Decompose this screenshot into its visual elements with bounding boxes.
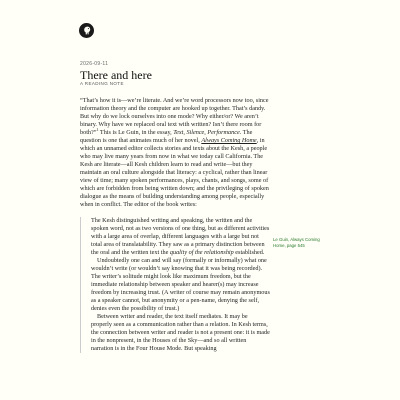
opening-quote: “That’s how it is—we’re literate. And we’re word processors now too, since information theory and the computer are hooked up together. That’s dandy. But why do we lock ourselves into one mode? Why either/or? We aren’t binary. Why have we replaced oral text with written? Isn’t there room for both?”	[80, 97, 269, 136]
quote-paragraph: Undoubtedly one can and will say (formally or informally) what one wouldn’t write (or wouldn’t say knowing that it was being recorded). The writer’s solitude might look like maximum freedom, but the immediate relationship between speaker and hearer(s) may increase freedom by increasing trust. (A writer of course may remain anonymous as a speaker cannot, but anonymity or a pen-name, denying the self, denies even the possibility of trust.)	[91, 257, 270, 312]
intro-text: . The question is one that animates much of her novel,	[80, 129, 253, 144]
bird-logo-icon	[83, 26, 91, 35]
post-title: There and here	[80, 68, 152, 82]
block-quote	[80, 217, 270, 353]
quote-paragraph: The Kesh distinguished writing and speaking, the written and the spoken word, not as two versions of one thing, but as different activities with a large area of overlap, different languages with a large but not total area of translatability. They saw as a primary distinction between the oral and the written text the quality of the relationship established.	[91, 217, 270, 256]
post-date: 2026-09-11	[80, 61, 109, 67]
post-subtitle: A READING NOTE	[80, 81, 124, 86]
novel-title-link[interactable]: Always Coming Home	[201, 137, 257, 144]
essay-title: Text, Silence, Performance	[173, 129, 240, 136]
site-logo-icon[interactable]	[79, 23, 94, 38]
intro-text: , in which an unnamed editor collects stories and texts about the Kesh, a people who may live many years from now in what we today call California. The Kesh are literate—all Kesh children learn to read and write—but they maintain an oral culture alongside that literacy: a cyclical, rather than linear view of time; many spoken performances, plays, chants, and songs, some of which are forbidden from being written down; and the privileging of spoken dialogue as the means of building understanding among people, especially when in conflict. The editor of the book writes:	[80, 137, 269, 208]
quote-emphasis: quality of the relationship	[169, 249, 234, 256]
article-body	[80, 97, 270, 353]
quote-paragraph: Between writer and reader, the text itself mediates. It may be properly seen as a communication rather than a relation. In Kesh terms, the connection between writer and reader is not a present one: it is made in the nonpresent, in the Houses of the Sky—and so all written narration is in the Four House Mode. But speaking	[91, 313, 270, 352]
intro-paragraph	[80, 97, 270, 209]
sidenote: Le Guin, Always Coming Home, page 545	[273, 237, 320, 248]
footnote-ref[interactable]: 1	[96, 126, 99, 132]
intro-text: This is Le Guin, in the essay,	[98, 129, 174, 136]
